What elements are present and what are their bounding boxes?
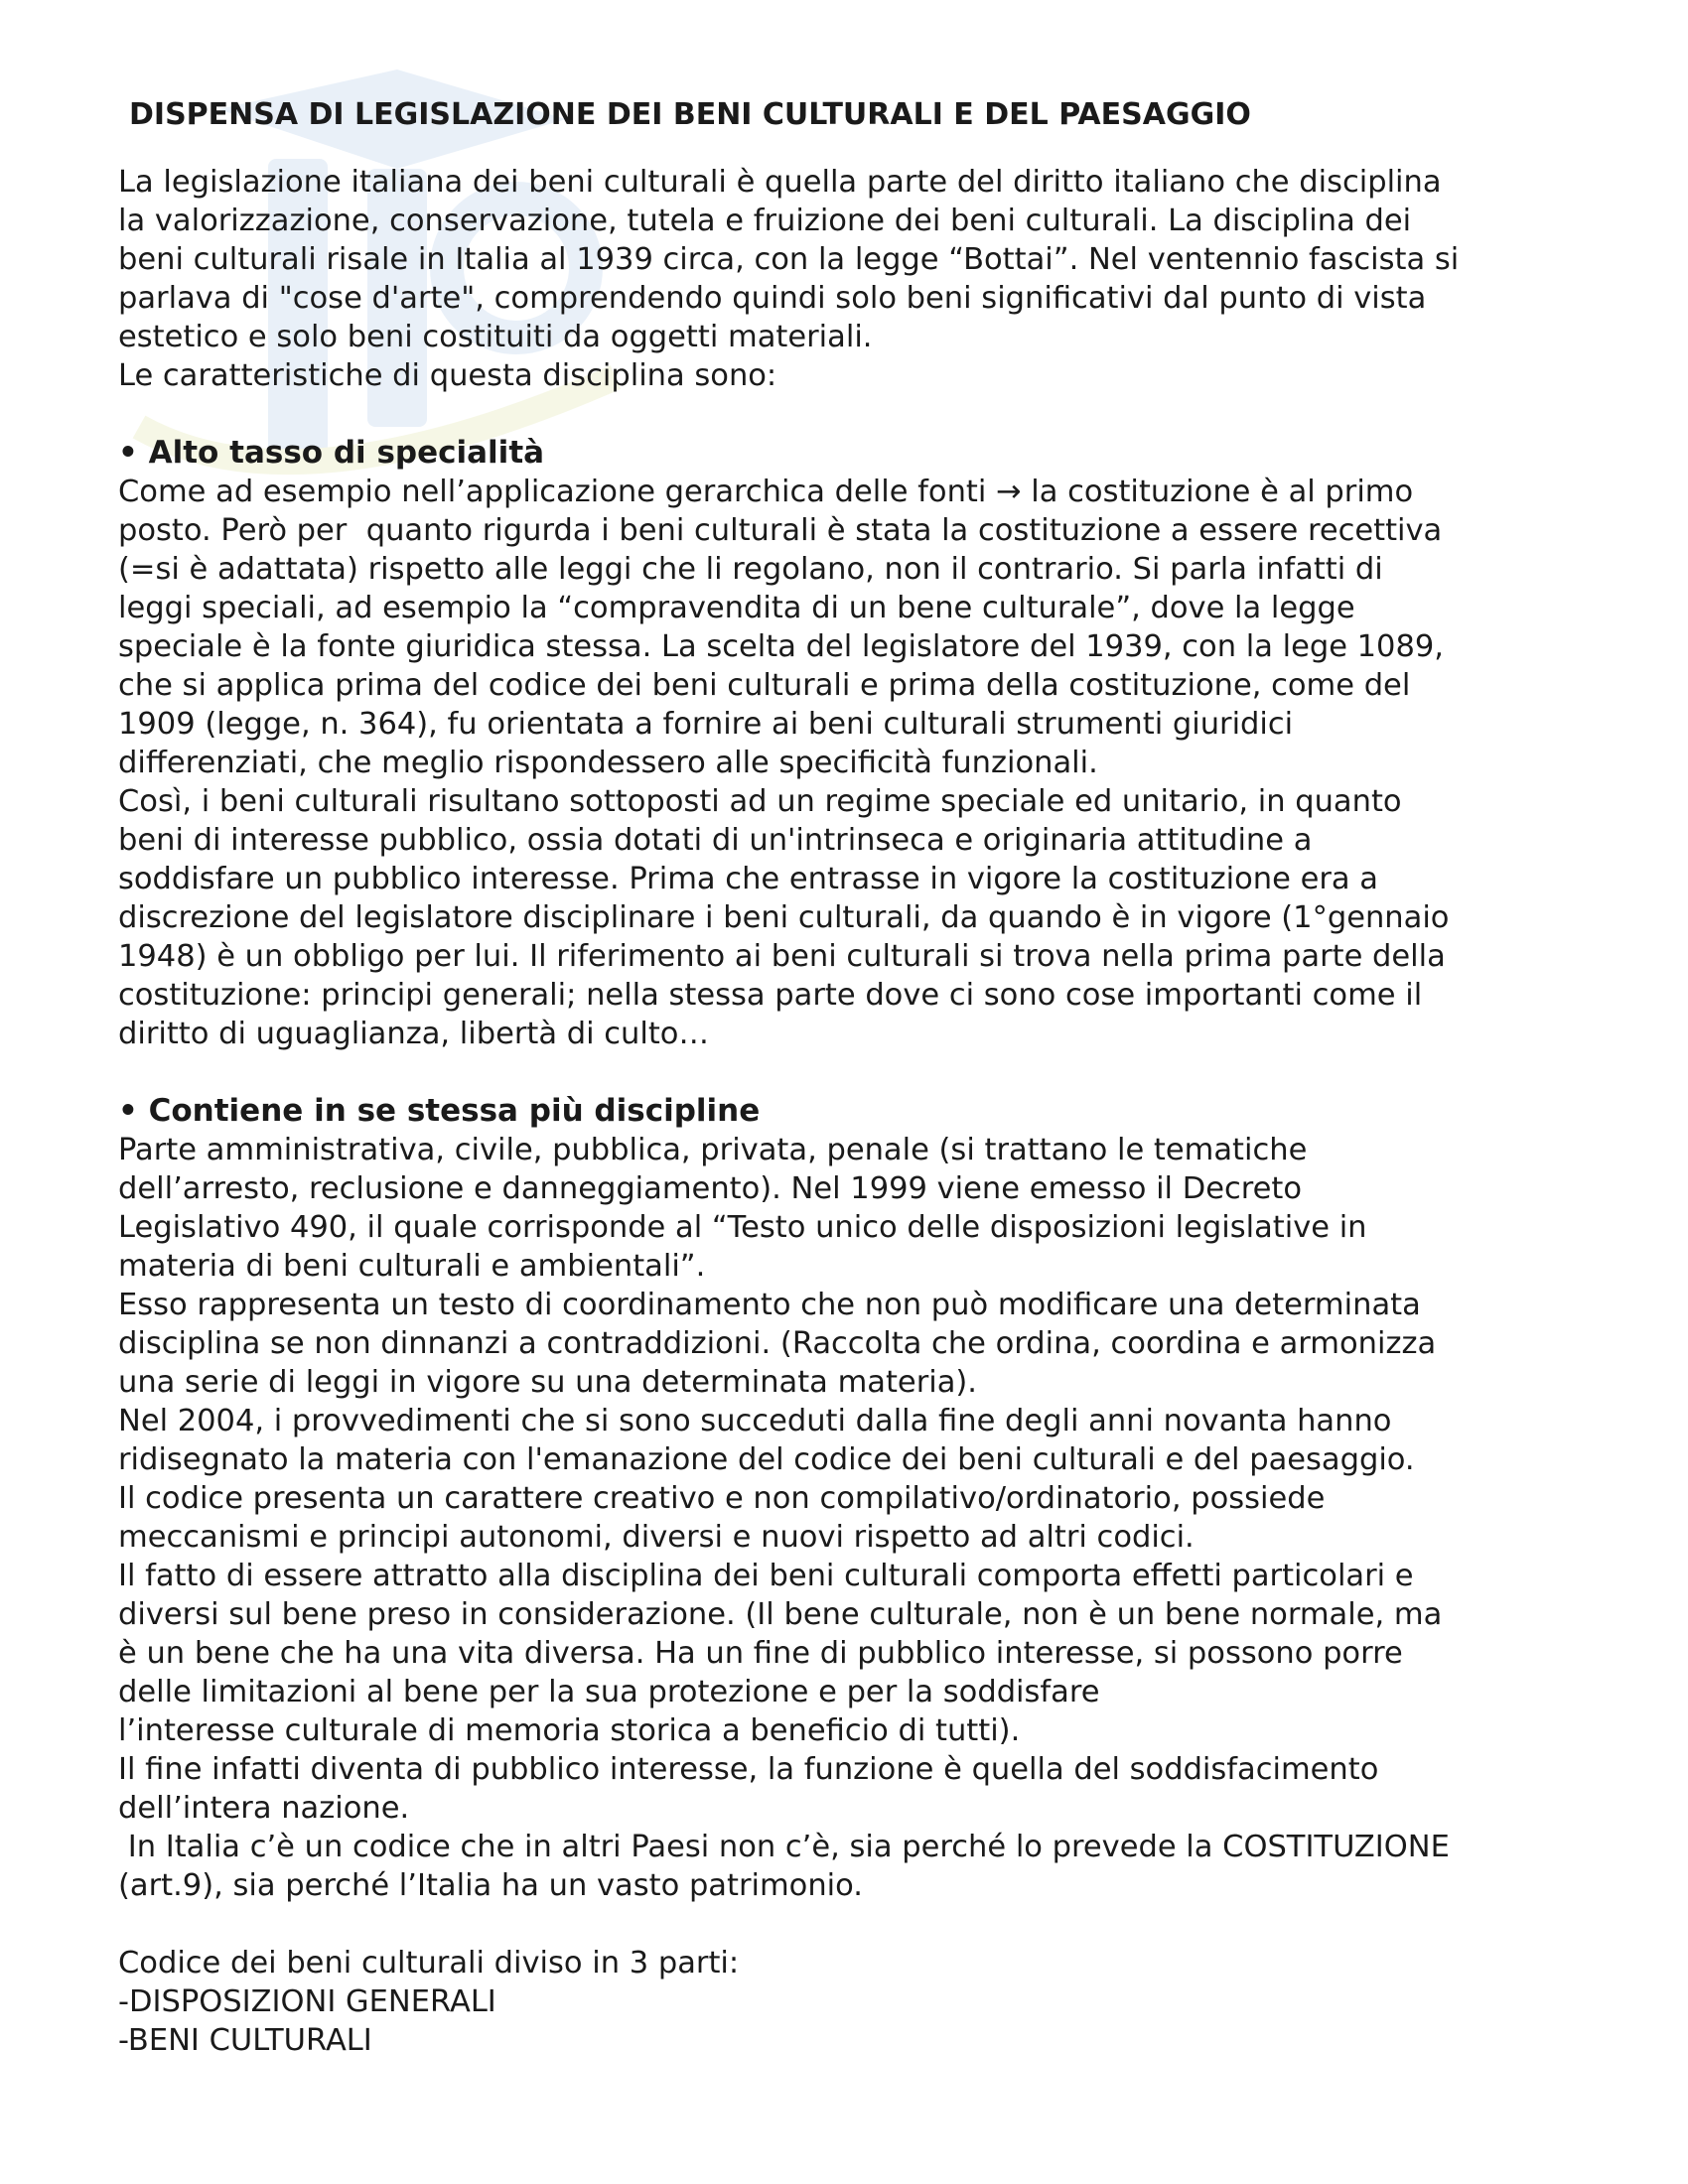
text-line: Le caratteristiche di questa disciplina sono: <box>118 358 777 393</box>
text-line: Nel 2004, i provvedimenti che si sono succeduti dalla fine degli anni novanta hanno <box>118 1404 1392 1438</box>
text-line: Il fine infatti diventa di pubblico interesse, la funzione è quella del soddisfacimento <box>118 1752 1379 1787</box>
text-line: diritto di uguaglianza, libertà di culto… <box>118 1017 709 1051</box>
text-line: beni culturali risale in Italia al 1939 circa, con la legge “Bottai”. Nel ventennio fascista si <box>118 242 1460 277</box>
text-line: 1948) è un obbligo per lui. Il riferimento ai beni culturali si trova nella prima parte della <box>118 939 1446 974</box>
text-line: ridisegnato la materia con l'emanazione del codice dei beni culturali e del paesaggio. <box>118 1442 1415 1477</box>
text-line: che si applica prima del codice dei beni culturali e prima della costituzione, come del <box>118 668 1411 703</box>
text-line: meccanismi e principi autonomi, diversi e nuovi rispetto ad altri codici. <box>118 1520 1195 1555</box>
text-line: Come ad esempio nell’applicazione gerarchica delle fonti → la costituzione è al primo <box>118 475 1414 509</box>
text-line: l’interesse culturale di memoria storica a beneficio di tutti). <box>118 1713 1021 1748</box>
text-line: speciale è la fonte giuridica stessa. La scelta del legislatore del 1939, con la lege 1089, <box>118 629 1444 664</box>
section-discipline <box>118 1092 1588 1905</box>
section-specialita <box>118 434 1588 1053</box>
text-line: parlava di "cose d'arte", comprendendo quindi solo beni significativi dal punto di vista <box>118 281 1427 316</box>
text-line: estetico e solo beni costituiti da oggetti materiali. <box>118 320 873 354</box>
document-page <box>118 95 1588 2060</box>
spacer <box>118 395 1588 434</box>
text-line: costituzione: principi generali; nella stessa parte dove ci sono cose importanti come il <box>118 978 1423 1013</box>
text-line: (=si è adattata) rispetto alle leggi che li regolano, non il contrario. Si parla infatti di <box>118 552 1383 587</box>
text-line: dell’intera nazione. <box>118 1791 410 1826</box>
text-line: 1909 (legge, n. 364), fu orientata a fornire ai beni culturali strumenti giuridici <box>118 707 1294 742</box>
text-line: Esso rappresenta un testo di coordinamento che non può modificare una determinata <box>118 1288 1421 1322</box>
closing-list <box>118 1944 1588 2060</box>
text-line: differenziati, che meglio rispondessero alle specificità funzionali. <box>118 746 1098 780</box>
text-line: discrezione del legislatore disciplinare i beni culturali, da quando è in vigore (1°gennaio <box>118 900 1450 935</box>
spacer <box>118 1905 1588 1944</box>
text-line: Così, i beni culturali risultano sottoposti ad un regime speciale ed unitario, in quanto <box>118 784 1402 819</box>
text-line: è un bene che ha una vita diversa. Ha un fine di pubblico interesse, si possono porre <box>118 1636 1403 1671</box>
document-title: DISPENSA DI LEGISLAZIONE DEI BENI CULTURALI E DEL PAESAGGIO <box>129 97 1251 132</box>
text-line: dell’arresto, reclusione e danneggiamento). Nel 1999 viene emesso il Decreto <box>118 1171 1302 1206</box>
text-line: Parte amministrativa, civile, pubblica, privata, penale (si trattano le tematiche <box>118 1133 1308 1167</box>
text-line: diversi sul bene preso in considerazione. (Il bene culturale, non è un bene normale, ma <box>118 1597 1443 1632</box>
text-line: leggi speciali, ad esempio la “compravendita di un bene culturale”, dove la legge <box>118 591 1355 625</box>
text-line: materia di beni culturali e ambientali”. <box>118 1249 706 1284</box>
intro-paragraph <box>118 163 1588 395</box>
text-line: disciplina se non dinnanzi a contraddizioni. (Raccolta che ordina, coordina e armonizza <box>118 1326 1437 1361</box>
section-heading: • Alto tasso di specialità <box>118 435 545 471</box>
text-line: In Italia c’è un codice che in altri Paesi non c’è, sia perché lo prevede la COSTITUZIONE <box>118 1830 1450 1864</box>
spacer <box>118 1053 1588 1092</box>
list-item: -BENI CULTURALI <box>118 2023 372 2058</box>
text-line: delle limitazioni al bene per la sua protezione e per la soddisfare <box>118 1675 1100 1709</box>
list-item: -DISPOSIZIONI GENERALI <box>118 1984 496 2019</box>
text-line: Il codice presenta un carattere creativo e non compilativo/ordinatorio, possiede <box>118 1481 1326 1516</box>
section-heading: • Contiene in se stessa più discipline <box>118 1093 761 1129</box>
text-line: Codice dei beni culturali diviso in 3 parti: <box>118 1946 740 1980</box>
text-line: la valorizzazione, conservazione, tutela e fruizione dei beni culturali. La disciplina dei <box>118 204 1412 238</box>
text-line: (art.9), sia perché l’Italia ha un vasto patrimonio. <box>118 1868 863 1903</box>
text-line: soddisfare un pubblico interesse. Prima che entrasse in vigore la costituzione era a <box>118 862 1378 896</box>
text-line: posto. Però per quanto rigurda i beni culturali è stata la costituzione a essere recettiva <box>118 513 1443 548</box>
text-line: La legislazione italiana dei beni culturali è quella parte del diritto italiano che disciplina <box>118 165 1442 200</box>
text-line: Legislativo 490, il quale corrisponde al “Testo unico delle disposizioni legislative in <box>118 1210 1367 1245</box>
text-line: una serie di leggi in vigore su una determinata materia). <box>118 1365 977 1400</box>
text-line: Il fatto di essere attratto alla disciplina dei beni culturali comporta effetti particolari e <box>118 1559 1414 1593</box>
text-line: beni di interesse pubblico, ossia dotati di un'intrinseca e originaria attitudine a <box>118 823 1313 858</box>
